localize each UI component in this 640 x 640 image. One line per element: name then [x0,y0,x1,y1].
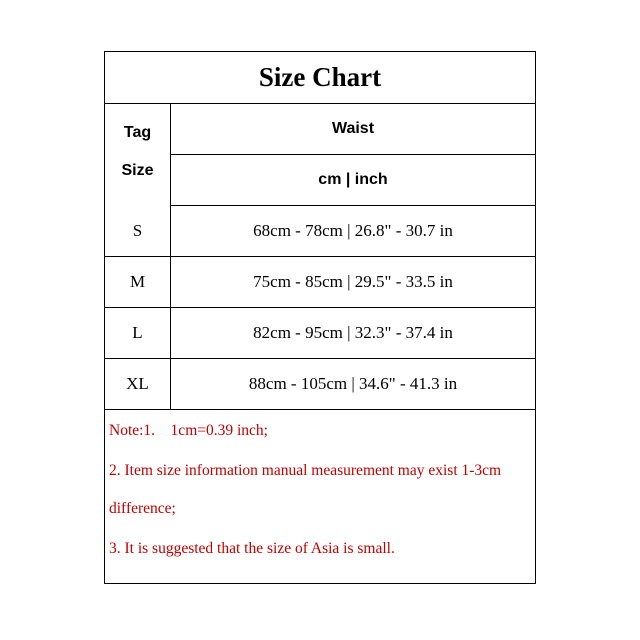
note-2-continued: difference; [109,500,176,517]
waist-measure-cell: 88cm - 105cm | 34.6" - 41.3 in [248,374,458,393]
size-chart-table [104,51,536,584]
tag-header-line2: Size [121,162,154,179]
chart-title: Size Chart [105,52,535,104]
table-row [105,359,535,410]
waist-measure-cell: 75cm - 85cm | 29.5" - 33.5 in [253,272,453,291]
size-cell: S [105,206,171,256]
size-cell: L [105,308,171,358]
size-cell: M [105,257,171,307]
table-row [105,308,535,359]
waist-header: Waist [171,104,535,155]
size-cell: XL [105,359,171,409]
tag-header-line1: Tag [123,124,152,141]
waist-measure-cell: 68cm - 78cm | 26.8" - 30.7 in [253,221,453,240]
note-1: Note:1. 1cm=0.39 inch; [109,422,268,439]
units-header: cm | inch [171,155,535,206]
note-2: 2. Item size information manual measurement may exist 1-3cm [109,462,502,479]
table-row [105,257,535,308]
waist-measure-cell: 82cm - 95cm | 32.3" - 37.4 in [253,323,453,342]
table-row [105,206,535,257]
note-3: 3. It is suggested that the size of Asia is small. [109,540,395,557]
